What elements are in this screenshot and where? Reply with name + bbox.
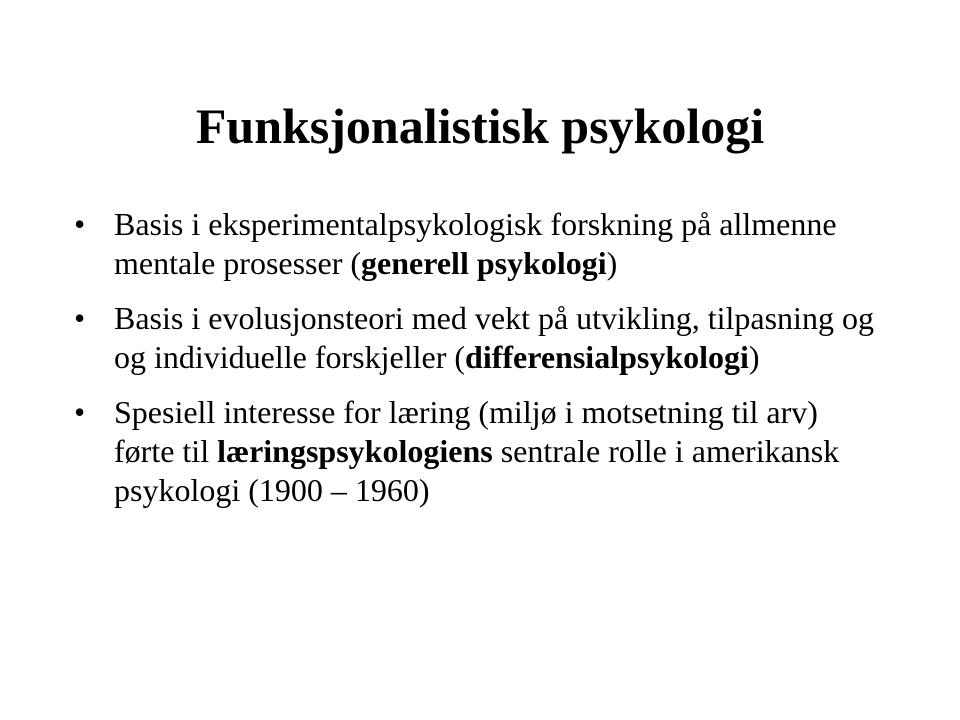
bullet-list [74,205,874,526]
bullet-text-segment: ) [748,339,760,375]
bullet-text-segment: ) [606,245,618,281]
bullet-text-segment: Basis i eksperimentalpsykologisk forskning på allmenne mentale prosesser ( [114,206,837,281]
bullet-text-segment: sentrale rolle i amerikansk psykologi (1900 – 1960) [114,433,840,508]
bullet-bold-term: differensialpsykologi [465,339,749,375]
bullet-item-2 [74,299,874,377]
bullet-text-segment: Spesiell interesse for læring (miljø i motsetning til arv) førte til [114,394,818,469]
bullet-item-1 [74,205,874,283]
bullet-item-3 [74,393,874,510]
bullet-bold-term: læringspsykologiens [217,433,493,469]
bullet-marker: • [74,394,86,430]
bullet-text-segment: Basis i evolusjonsteori med vekt på utvikling, tilpasning og og individuelle forskjeller ( [114,300,874,375]
bullet-bold-term: generell psykologi [361,245,607,281]
bullet-marker: • [74,206,86,242]
slide-title: Funksjonalistisk psykologi [195,98,765,154]
bullet-marker: • [74,300,86,336]
